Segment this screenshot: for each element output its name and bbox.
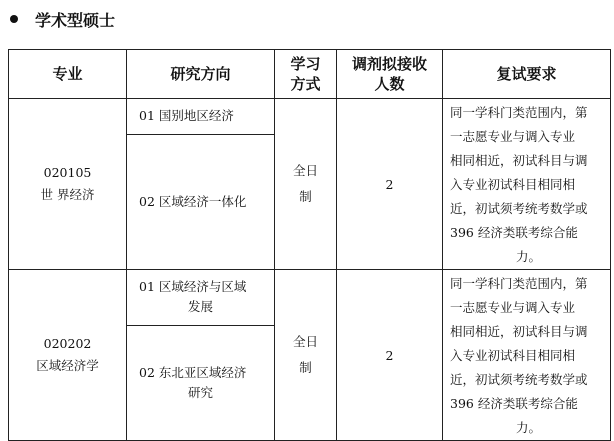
direction-cell (127, 270, 275, 326)
header-row (9, 50, 611, 99)
requirement-line: 相同相近，初试科目与调 (450, 153, 588, 168)
requirement-line: 近，初试须考统考数学或 (450, 201, 588, 216)
section-heading (10, 6, 115, 32)
requirement-cell (443, 270, 611, 441)
direction-label: 01 区域经济与区域 (139, 279, 247, 295)
mode-cell (275, 270, 337, 441)
major-cell (9, 99, 127, 270)
requirement-line: 力。 (515, 249, 541, 264)
requirement-line: 一志愿专业与调入专业 (450, 300, 576, 315)
requirement-line: 396 经济类联考综合能 (450, 396, 578, 411)
requirement-line: 力。 (515, 420, 541, 435)
direction-label: 02 区域经济一体化 (139, 193, 247, 209)
direction-label-cont: 研究 (187, 384, 213, 400)
header-quota: 调剂拟接收人数 (337, 50, 443, 99)
requirement-line: 一志愿专业与调入专业 (450, 129, 576, 144)
header-requirement: 复试要求 (443, 50, 611, 99)
requirement-cell (443, 99, 611, 270)
table-row (9, 99, 611, 135)
direction-label: 01 国别地区经济 (139, 108, 234, 124)
requirement-line: 入专业初试科目相同相 (450, 177, 576, 192)
quota-cell: 2 (337, 99, 443, 270)
requirement-line: 相同相近，初试科目与调 (450, 324, 588, 339)
major-code: 020105 (43, 165, 92, 180)
program-table (8, 49, 611, 441)
major-name: 世 界经济 (40, 187, 95, 202)
direction-label-cont: 发展 (187, 299, 213, 315)
mode-line: 制 (299, 360, 312, 375)
requirement-line: 同一学科门类范围内，第 (450, 105, 588, 120)
section-title: 学术型硕士 (35, 10, 116, 30)
requirement-line: 同一学科门类范围内，第 (450, 276, 588, 291)
quota-cell: 2 (337, 270, 443, 441)
direction-cell (127, 99, 275, 135)
mode-line: 全日 (292, 163, 318, 178)
mode-line: 制 (299, 189, 312, 204)
header-major: 专业 (9, 50, 127, 99)
major-code: 020202 (43, 336, 92, 351)
requirement-line: 近，初试须考统考数学或 (450, 372, 588, 387)
direction-label: 02 东北亚区域经济 (139, 364, 247, 380)
major-cell (9, 270, 127, 441)
table-row (9, 270, 611, 326)
header-mode: 学习方式 (275, 50, 337, 99)
header-direction: 研究方向 (127, 50, 275, 99)
mode-cell (275, 99, 337, 270)
bullet-icon (10, 15, 18, 23)
major-name: 区域经济学 (36, 358, 99, 373)
direction-cell (127, 325, 275, 440)
mode-line: 全日 (292, 334, 318, 349)
direction-cell (127, 134, 275, 269)
requirement-line: 396 经济类联考综合能 (450, 225, 578, 240)
requirement-line: 入专业初试科目相同相 (450, 348, 576, 363)
